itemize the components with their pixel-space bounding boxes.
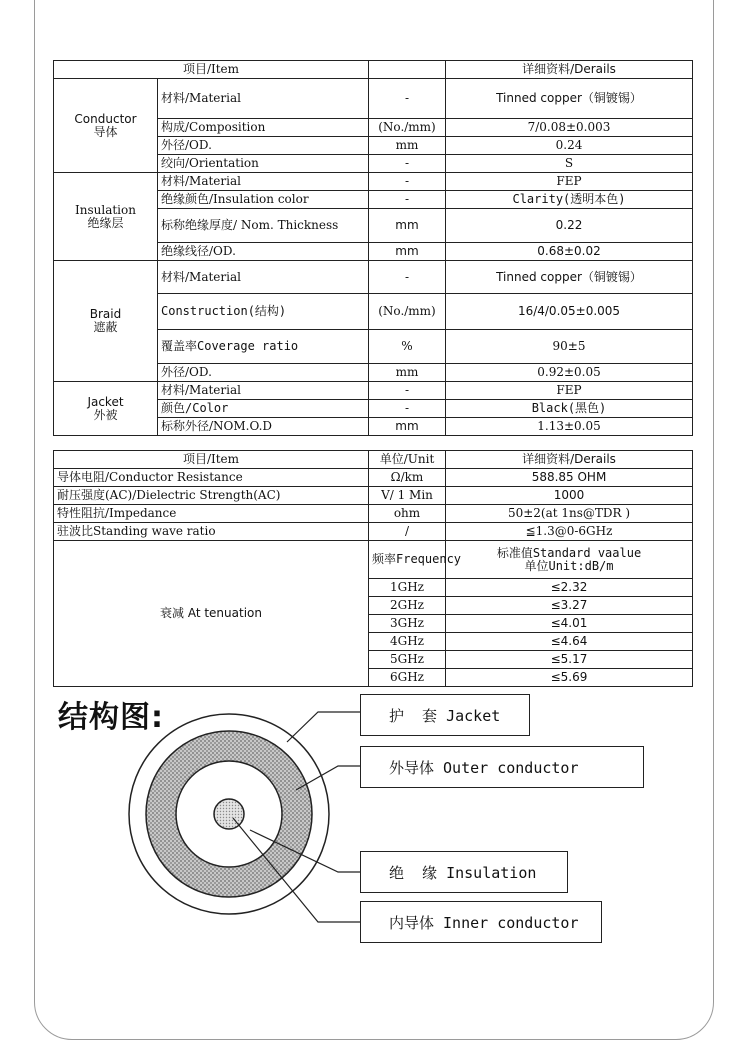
t1-item: 绝缘颜色/Insulation color [158, 191, 369, 209]
freq-cell: 4GHz [369, 633, 446, 651]
t1-unit: mm [369, 137, 446, 155]
t2-value: ≦1.3@0-6GHz [446, 523, 693, 541]
inner-conductor-core [214, 799, 244, 829]
label-insulation: 绝 缘 Insulation [360, 851, 568, 893]
t1-unit: mm [369, 418, 446, 436]
t1-unit: - [369, 400, 446, 418]
t1-value: 7/0.08±0.003 [446, 119, 693, 137]
t2-value: 50±2(at 1ns@TDR ) [446, 505, 693, 523]
t1-value: Clarity(透明本色) [446, 191, 693, 209]
t1-value: 0.24 [446, 137, 693, 155]
t1-unit: mm [369, 243, 446, 261]
t1-unit: - [369, 79, 446, 119]
t2-item: 耐压强度(AC)/Dielectric Strength(AC) [54, 487, 369, 505]
t2-header-item: 项目/Item [54, 451, 369, 469]
t1-unit: - [369, 155, 446, 173]
std-header: 标准值Standard vaalue 单位Unit:dB/m [446, 541, 693, 579]
t1-header-details: 详细资料/Derails [446, 61, 693, 79]
t1-value: Tinned copper（铜镀锡） [446, 79, 693, 119]
t1-value: S [446, 155, 693, 173]
t1-unit: - [369, 382, 446, 400]
t1-value: 90±5 [446, 330, 693, 364]
t1-value: Black(黑色) [446, 400, 693, 418]
t1-value: 16/4/0.05±0.005 [446, 294, 693, 330]
jacket-leader [287, 712, 360, 742]
t1-item: 标称绝缘厚度/ Nom. Thickness [158, 209, 369, 243]
t1-item: 构成/Composition [158, 119, 369, 137]
t1-value: 0.92±0.05 [446, 364, 693, 382]
group-insulation: Insulation 绝缘层 [54, 173, 158, 261]
t2-unit: Ω/km [369, 469, 446, 487]
t1-value: Tinned copper（铜镀锡） [446, 261, 693, 294]
t1-value: 0.68±0.02 [446, 243, 693, 261]
t1-item: 材料/Material [158, 173, 369, 191]
t1-item: 外径/OD. [158, 137, 369, 155]
t1-value: FEP [446, 382, 693, 400]
t1-unit: (No./mm) [369, 119, 446, 137]
atten-value: ≤2.32 [446, 579, 693, 597]
t1-item: 绝缘线径/OD. [158, 243, 369, 261]
t2-header-unit: 单位/Unit [369, 451, 446, 469]
t2-item: 导体电阻/Conductor Resistance [54, 469, 369, 487]
t1-value: FEP [446, 173, 693, 191]
group-jacket: Jacket 外被 [54, 382, 158, 436]
label-outer-conductor: 外导体 Outer conductor [360, 746, 644, 788]
freq-cell: 6GHz [369, 669, 446, 687]
atten-value: ≤4.64 [446, 633, 693, 651]
label-inner-conductor: 内导体 Inner conductor [360, 901, 602, 943]
attenuation-label: 衰减 At tenuation [54, 541, 369, 687]
t2-value: 588.85 OHM [446, 469, 693, 487]
t2-unit: / [369, 523, 446, 541]
t1-item: 材料/Material [158, 79, 369, 119]
atten-value: ≤4.01 [446, 615, 693, 633]
t2-unit: V/ 1 Min [369, 487, 446, 505]
t1-item: 材料/Material [158, 382, 369, 400]
t2-header-details: 详细资料/Derails [446, 451, 693, 469]
atten-value: ≤5.69 [446, 669, 693, 687]
freq-cell: 1GHz [369, 579, 446, 597]
t1-item: 外径/OD. [158, 364, 369, 382]
t1-value: 0.22 [446, 209, 693, 243]
t2-value: 1000 [446, 487, 693, 505]
diagram-title: 结构图: [58, 700, 164, 735]
group-braid: Braid 遮蔽 [54, 261, 158, 382]
t1-value: 1.13±0.05 [446, 418, 693, 436]
freq-cell: 3GHz [369, 615, 446, 633]
freq-cell: 5GHz [369, 651, 446, 669]
t1-header-item: 项目/Item [54, 61, 369, 79]
t2-unit: ohm [369, 505, 446, 523]
atten-value: ≤3.27 [446, 597, 693, 615]
group-conductor: Conductor 导体 [54, 79, 158, 173]
t1-unit: mm [369, 364, 446, 382]
t1-item: 覆盖率Coverage ratio [158, 330, 369, 364]
t1-item: Construction(结构) [158, 294, 369, 330]
t1-unit: % [369, 330, 446, 364]
label-jacket: 护 套 Jacket [360, 694, 530, 736]
t1-item: 标称外径/NOM.O.D [158, 418, 369, 436]
t1-unit: - [369, 191, 446, 209]
t1-unit: (No./mm) [369, 294, 446, 330]
t1-unit: - [369, 261, 446, 294]
t1-unit: mm [369, 209, 446, 243]
t2-item: 特性阻抗/Impedance [54, 505, 369, 523]
freq-header: 频率Frequency [369, 541, 446, 579]
t1-unit: - [369, 173, 446, 191]
freq-cell: 2GHz [369, 597, 446, 615]
t1-item: 材料/Material [158, 261, 369, 294]
t1-item: 颜色/Color [158, 400, 369, 418]
t2-item: 驻波比Standing wave ratio [54, 523, 369, 541]
t1-item: 绞向/Orientation [158, 155, 369, 173]
atten-value: ≤5.17 [446, 651, 693, 669]
